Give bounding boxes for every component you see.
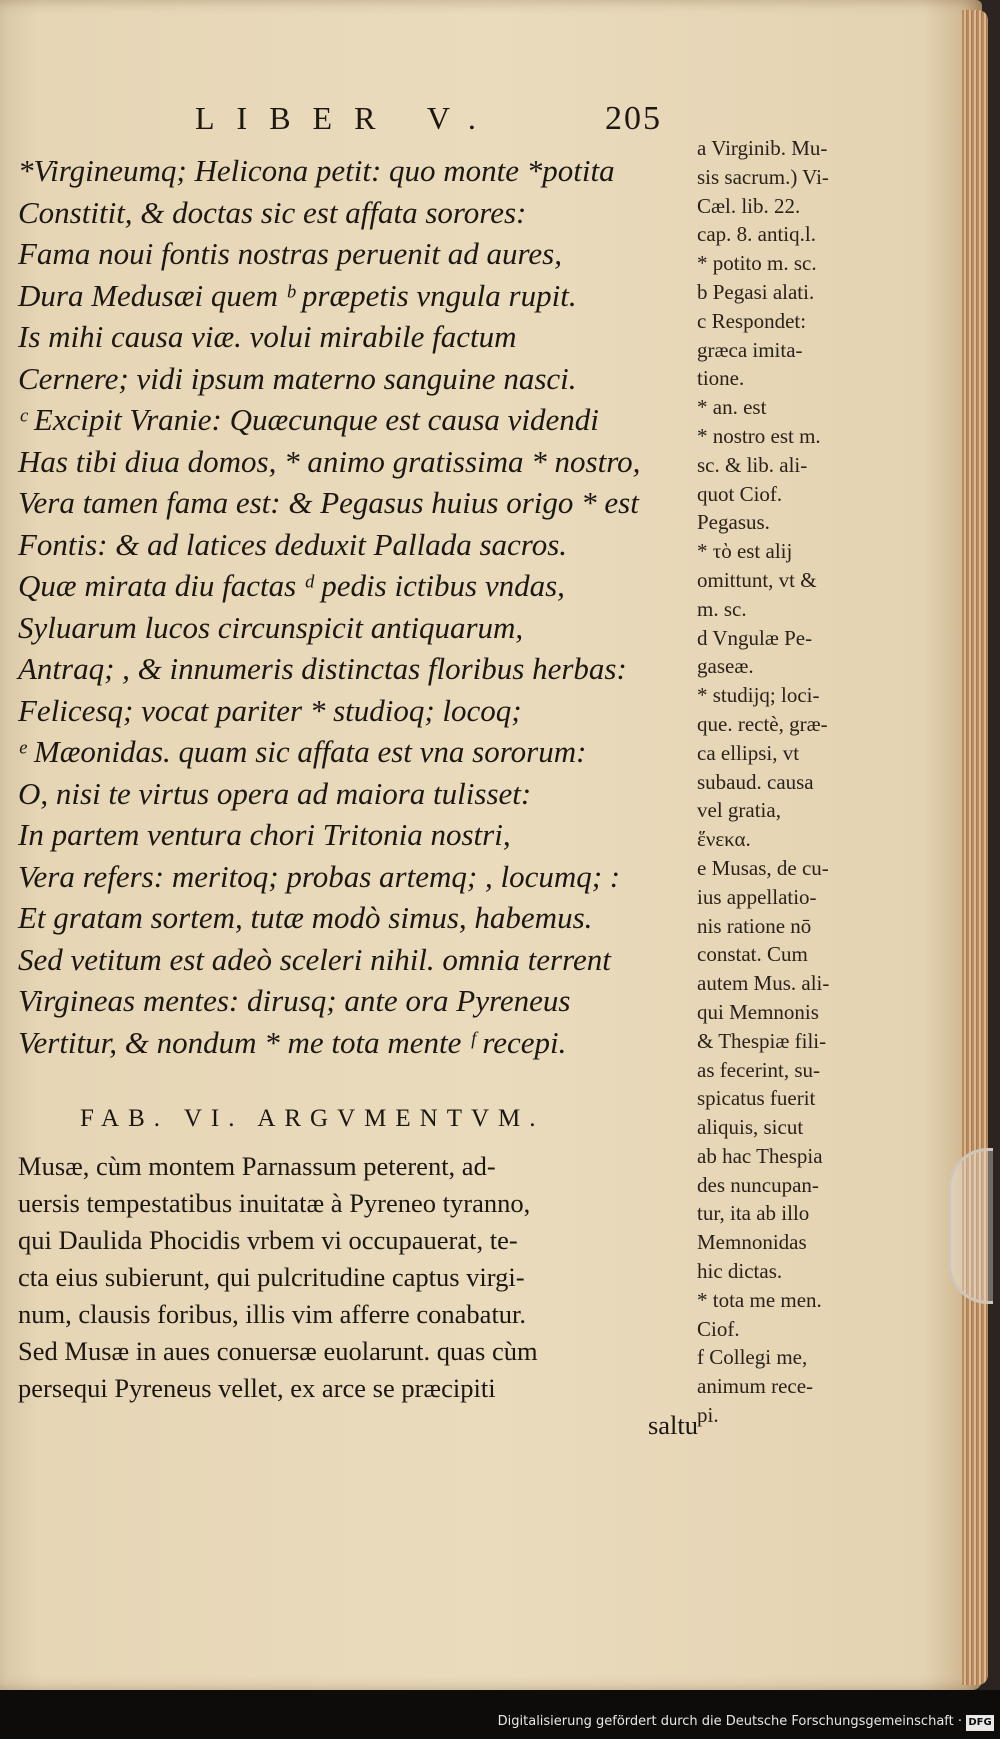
verse-line: O, nisi te virtus opera ad maiora tulisset: bbox=[18, 775, 532, 811]
margin-note: vel gratia, bbox=[697, 798, 781, 823]
verse-line: Felicesq; vocat pariter * studioq; locoq; bbox=[18, 692, 522, 728]
margin-note: m. sc. bbox=[697, 596, 747, 621]
prose-line: qui Daulida Phocidis vrbem vi occupauerat, te- bbox=[18, 1225, 518, 1255]
margin-note: Ciof. bbox=[697, 1316, 740, 1341]
margin-note: aliquis, sicut bbox=[697, 1115, 804, 1140]
margin-note: ἕνεκα. bbox=[697, 827, 751, 852]
verse-line: In partem ventura chori Tritonia nostri, bbox=[18, 817, 511, 852]
verse-line: Dura Medusæi quem ᵇ præpetis vngula rupit. bbox=[18, 277, 577, 313]
prose-line: uersis tempestatibus inuitatæ à Pyreneo tyranno, bbox=[18, 1188, 531, 1218]
prose-line: num, clausis foribus, illis vim afferre conabatur. bbox=[18, 1299, 527, 1329]
margin-note: * tota me men. bbox=[697, 1287, 822, 1312]
margin-note: subaud. causa bbox=[697, 769, 814, 794]
catchword: saltu bbox=[647, 1410, 698, 1440]
margin-note: animum rece- bbox=[697, 1374, 814, 1399]
dfg-logo: DFG bbox=[966, 1715, 994, 1731]
verse-line: ᶜ Excipit Vranie: Quæcunque est causa videndi bbox=[18, 402, 599, 437]
margin-note: a Virginib. Mu- bbox=[697, 136, 828, 160]
margin-note: gaseæ. bbox=[697, 654, 754, 679]
verse-line: Constitit, & doctas sic est affata sorores: bbox=[18, 194, 527, 230]
verse-line: Sed vetitum est adeò sceleri nihil. omnia terrent bbox=[18, 941, 611, 977]
margin-note: Memnonidas bbox=[697, 1230, 807, 1255]
margin-note: pi. bbox=[697, 1403, 719, 1428]
margin-note: des nuncupan- bbox=[697, 1172, 819, 1197]
margin-note: sis sacrum.) Vi- bbox=[697, 164, 829, 189]
margin-note: * τὸ est alij bbox=[697, 539, 793, 564]
verse-line: Et gratam sortem, tutæ modò simus, habemus. bbox=[18, 900, 593, 935]
margin-note: qui Memnonis bbox=[697, 999, 819, 1024]
margin-note: Pegasus. bbox=[697, 510, 770, 535]
verse-line: Is mihi causa viæ. volui mirabile factum bbox=[18, 319, 517, 354]
margin-note: b Pegasi alati. bbox=[697, 279, 815, 304]
page-edge bbox=[962, 10, 988, 1685]
margin-note: græca imita- bbox=[697, 337, 803, 362]
verse-line: Cernere; vidi ipsum materno sanguine nasci. bbox=[18, 360, 577, 396]
margin-note: ius appellatio- bbox=[697, 884, 817, 909]
argument-title: FAB. VI. ARGVMENTVM. bbox=[80, 1105, 545, 1132]
verse-line: Fama noui fontis nostras peruenit ad aures, bbox=[18, 236, 562, 271]
verse-line: Quæ mirata diu factas ᵈ pedis ictibus vndas, bbox=[18, 568, 565, 603]
margin-note: ab hac Thespia bbox=[697, 1143, 823, 1168]
verse-line: Antraq; , & innumeris distinctas floribus herbas: bbox=[18, 651, 627, 686]
margin-note: sc. & lib. ali- bbox=[697, 452, 808, 477]
margin-note: tur, ita ab illo bbox=[697, 1201, 810, 1226]
margin-note: spicatus fuerit bbox=[697, 1086, 816, 1111]
prose-line: cta eius subierunt, qui pulcritudine captus virgi- bbox=[18, 1262, 525, 1292]
margin-note: * potito m. sc. bbox=[697, 251, 817, 276]
prose-line: persequi Pyreneus vellet, ex arce se præcipiti bbox=[18, 1373, 496, 1403]
verse-line: Syluarum lucos circunspicit antiquarum, bbox=[18, 609, 524, 645]
margin-note: hic dictas. bbox=[697, 1259, 783, 1284]
margin-notes bbox=[697, 134, 877, 1430]
margin-note: * studijq; loci- bbox=[697, 683, 820, 708]
margin-note: constat. Cum bbox=[697, 942, 808, 967]
verse-line: Vera tamen fama est: & Pegasus huius origo * est bbox=[18, 485, 639, 520]
prose-line: Sed Musæ in aues conuersæ euolarunt. quas cùm bbox=[18, 1336, 538, 1366]
verse-line: Has tibi diua domos, * animo gratissima * nostro, bbox=[18, 443, 641, 479]
footer-credit: Digitalisierung gefördert durch die Deutsche Forschungsgemeinschaft · bbox=[497, 1714, 962, 1729]
margin-note: autem Mus. ali- bbox=[697, 971, 830, 996]
margin-note: omittunt, vt & bbox=[697, 567, 817, 592]
verse-line: Vera refers: meritoq; probas artemq; , locumq; : bbox=[18, 858, 621, 894]
verse-line: Fontis: & ad latices deduxit Pallada sacros. bbox=[18, 526, 568, 562]
margin-note: e Musas, de cu- bbox=[697, 855, 829, 880]
prose-block bbox=[18, 1148, 698, 1444]
margin-note: Cæl. lib. 22. bbox=[697, 193, 801, 218]
margin-note: * an. est bbox=[697, 395, 767, 420]
margin-note: as fecerint, su- bbox=[697, 1057, 821, 1082]
running-header bbox=[195, 100, 695, 140]
margin-note: d Vngulæ Pe- bbox=[697, 625, 813, 650]
margin-note: * nostro est m. bbox=[697, 423, 821, 448]
page-number: 205 bbox=[605, 100, 662, 137]
margin-note: quot Ciof. bbox=[697, 481, 783, 506]
verse-line: *Virgineumq; Helicona petit: quo monte *potita bbox=[18, 153, 615, 188]
margin-note: & Thespiæ fili- bbox=[697, 1028, 827, 1053]
verse-line: ᵉ Mæonidas. quam sic affata est vna sororum: bbox=[18, 734, 587, 769]
margin-note: cap. 8. antiq.l. bbox=[697, 222, 816, 247]
margin-note: tione. bbox=[697, 366, 745, 391]
margin-note: nis ratione nō bbox=[697, 913, 812, 938]
margin-note: ca ellipsi, vt bbox=[697, 740, 800, 765]
page-clip bbox=[948, 1148, 993, 1304]
margin-note: c Respondet: bbox=[697, 308, 807, 333]
margin-note: f Collegi me, bbox=[697, 1345, 808, 1370]
margin-note: que. rectè, græ- bbox=[697, 711, 828, 736]
verse-line: Vertitur, & nondum * me tota mente ᶠ recepi. bbox=[18, 1024, 567, 1060]
header-title: LIBER V. bbox=[195, 100, 498, 136]
verse-line: Virgineas mentes: dirusq; ante ora Pyreneus bbox=[18, 983, 571, 1018]
verse-block bbox=[18, 150, 698, 1063]
prose-line: Musæ, cùm montem Parnassum peterent, ad- bbox=[18, 1151, 496, 1181]
footer-bar bbox=[0, 1690, 1000, 1739]
